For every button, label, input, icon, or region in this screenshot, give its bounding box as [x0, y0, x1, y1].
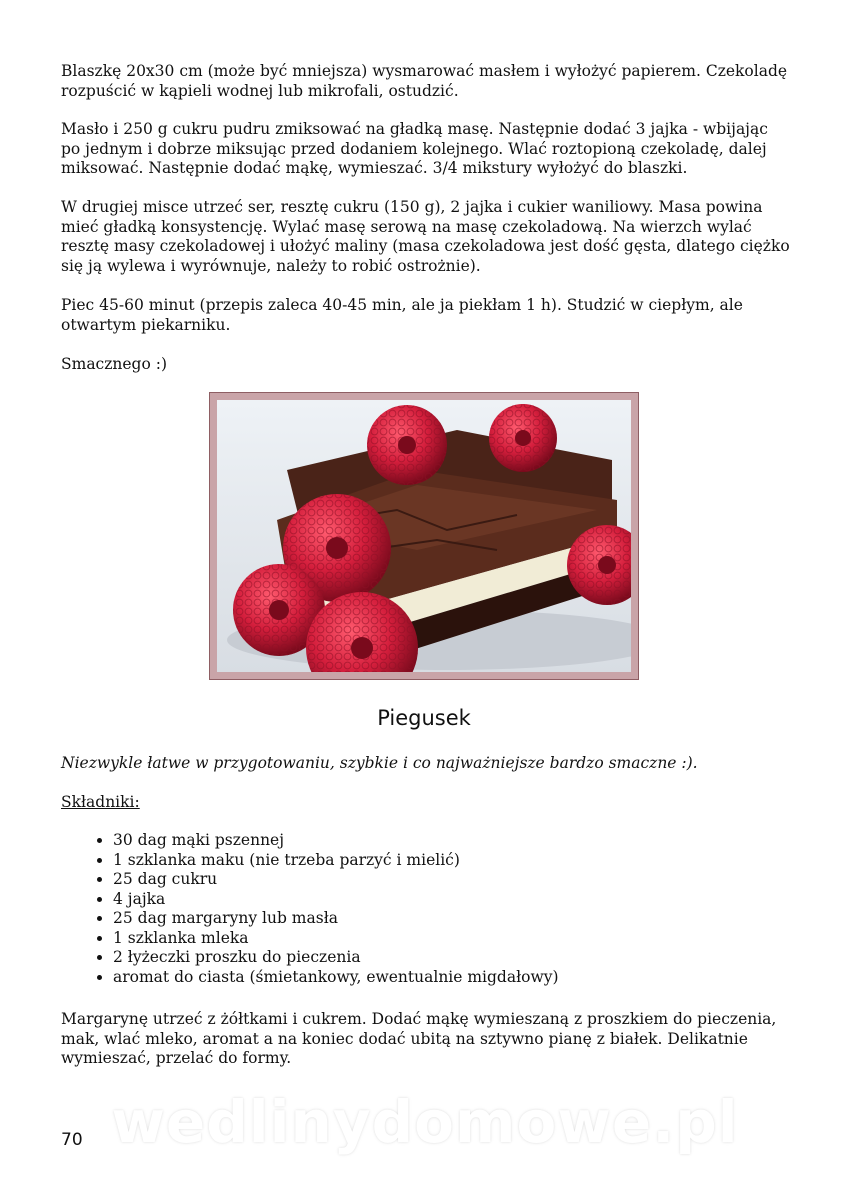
paragraph-baking: Piec 45-60 minut (przepis zaleca 40-45 min, ale ja piekłam 1 h). Studzić w ciepłym, ale otwartym piekarniku.	[61, 296, 743, 334]
page-number: 70	[61, 1130, 83, 1150]
ingredient-item: • 1 szklanka mleka	[113, 929, 559, 949]
site-watermark: wedlinydomowe.pl	[111, 1088, 739, 1156]
ingredient-item: • 4 jajka	[113, 890, 559, 910]
ingredient-item: • 1 szklanka maku (nie trzeba parzyć i mielić)	[113, 851, 559, 871]
ingredient-item: • 25 dag margaryny lub masła	[113, 909, 559, 929]
ingredient-item: • 2 łyżeczki proszku do pieczenia	[113, 948, 559, 968]
ingredients-heading: Składniki:	[61, 793, 140, 811]
paragraph-chocolate-mass: Masło i 250 g cukru pudru zmiksować na gładką masę. Następnie dodać 3 jajka - wbijając po jednym i dobrze miksując przed dodaniem kolejnego. Wlać roztopioną czekoladę, dalej miksować. Następnie dodać mąkę, wymieszać. 3/4 mikstury wyłożyć do blaszki.	[61, 120, 768, 177]
ingredient-item: • 25 dag cukru	[113, 870, 559, 890]
ingredient-item: • aromat do ciasta (śmietankowy, ewentualnie migdałowy)	[113, 968, 559, 988]
cake-photo	[210, 393, 638, 679]
recipe-instructions: Margarynę utrzeć z żółtkami i cukrem. Dodać mąkę wymieszaną z proszkiem do pieczenia, mak, wlać mleko, aromat a na koniec dodać ubitą na sztywno pianę z białek. Delikatnie wymieszać, przelać do formy.	[61, 1010, 777, 1067]
paragraph-preparation-pan: Blaszkę 20x30 cm (może być mniejsza) wysmarować masłem i wyłożyć papierem. Czekoladę rozpuścić w kąpieli wodnej lub mikrofali, ostudzić.	[61, 62, 788, 100]
recipe-title: Piegusek	[377, 706, 471, 730]
brownie-raspberry-illustration	[217, 400, 631, 672]
paragraph-cheese-mass: W drugiej misce utrzeć ser, resztę cukru (150 g), 2 jajka i cukier waniliowy. Masa powina mieć gładką konsystencję. Wylać masę serową na masę czekoladową. Na wierzch wylać resztę masy czekoladowej i ułożyć maliny (masa czekoladowa jest dość gęsta, dlatego ciężko się ją wylewa i wyrównuje, należy to robić ostrożnie).	[61, 198, 790, 275]
ingredients-list	[85, 831, 559, 987]
paragraph-closing: Smacznego :)	[61, 355, 168, 373]
ingredient-item: • 30 dag mąki pszennej	[113, 831, 559, 851]
recipe-intro: Niezwykle łatwe w przygotowaniu, szybkie i co najważniejsze bardzo smaczne :).	[61, 754, 698, 772]
